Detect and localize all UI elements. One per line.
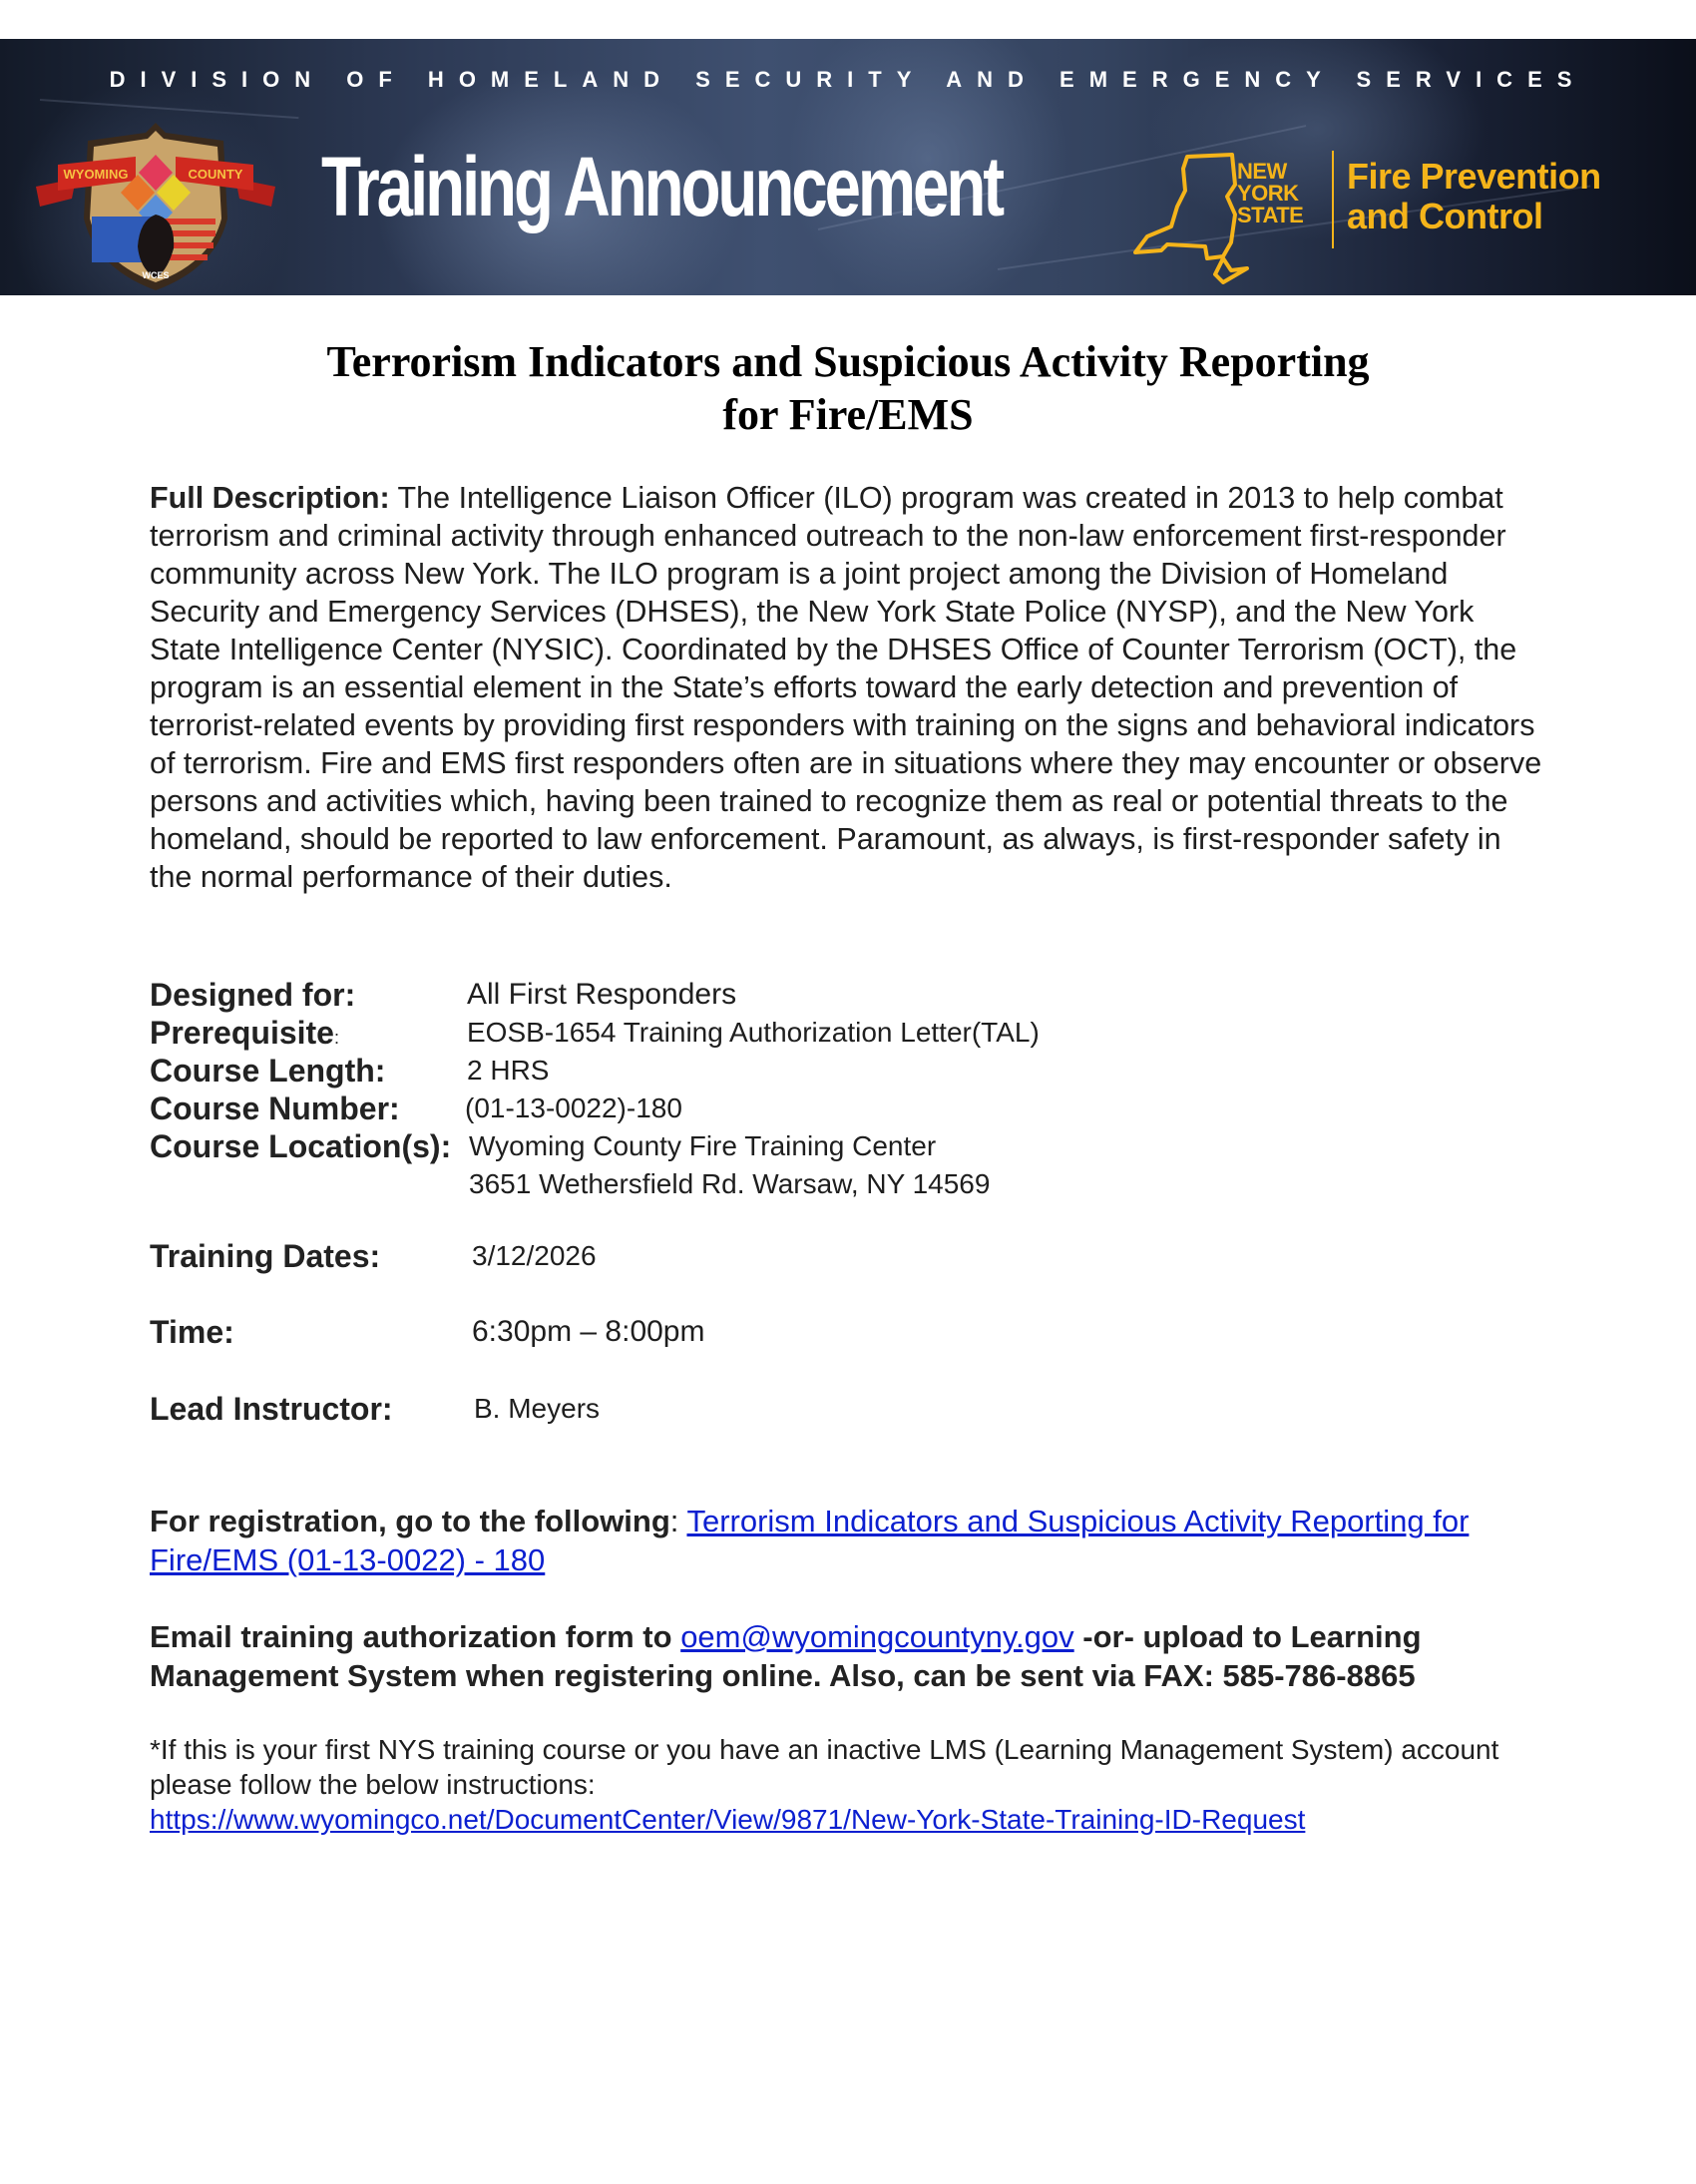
- registration-colon: :: [669, 1504, 687, 1538]
- nys-wordmark: [1237, 161, 1303, 226]
- field-label: Lead Instructor:: [150, 1391, 393, 1427]
- field-value: (01-13-0022)-180: [465, 1092, 682, 1123]
- nys-wordmark-line: STATE: [1237, 203, 1304, 227]
- training-id-request-link[interactable]: https://www.wyomingco.net/DocumentCenter/View/9871/New-York-State-Training-ID-Request: [150, 1804, 1306, 1835]
- field-value: EOSB-1654 Training Authorization Letter(TAL): [467, 1017, 1040, 1048]
- field-value: 3651 Wethersfield Rd. Warsaw, NY 14569: [469, 1168, 991, 1199]
- field-value: All First Responders: [467, 978, 737, 1011]
- email-instructions: [150, 1617, 1546, 1695]
- email-prefix: Email training authorization form to: [150, 1619, 681, 1654]
- nys-wordmark-line: YORK: [1237, 181, 1299, 206]
- registration-link[interactable]: Terrorism Indicators and Suspicious Activity Reporting for Fire/EMS (01-13-0022) - 180: [150, 1504, 1470, 1577]
- ribbon-left-text: WYOMING: [63, 167, 129, 182]
- field-label-colon: :: [333, 1028, 339, 1048]
- wces-monogram: WCES: [142, 270, 170, 280]
- banner-texture: [40, 99, 299, 119]
- field-label: Course Number:: [150, 1091, 400, 1126]
- office-name-line: Fire Prevention: [1347, 156, 1601, 197]
- wyoming-county-logo: [36, 119, 275, 293]
- field-label: Training Dates:: [150, 1238, 381, 1274]
- field-value: 2 HRS: [467, 1055, 550, 1086]
- field-label: Time:: [150, 1314, 234, 1350]
- field-label: [150, 1014, 339, 1057]
- logo-divider: [1332, 151, 1334, 248]
- registration-label: For registration, go to the following: [150, 1504, 670, 1538]
- agency-name: DIVISION OF HOMELAND SECURITY AND EMERGENCY SERVICES: [109, 67, 1587, 92]
- field-label: Course Length:: [150, 1053, 386, 1089]
- lms-note-text: *If this is your first NYS training course or you have an inactive LMS (Learning Management System) account please follow the below instructions:: [150, 1734, 1499, 1800]
- office-name: [1347, 157, 1601, 236]
- banner-title: Training Announcement: [321, 140, 1002, 233]
- field-label: Course Location(s):: [150, 1128, 452, 1164]
- email-link[interactable]: oem@wyomingcountyny.gov: [680, 1619, 1074, 1654]
- nys-wordmark-line: NEW: [1237, 159, 1287, 184]
- course-title-line: Terrorism Indicators and Suspicious Activity Reporting: [326, 337, 1370, 386]
- header-banner: [0, 39, 1696, 295]
- email-suffix: -or- upload to Learning Management System when registering online. Also, can be sent via FAX: 585-786-8865: [150, 1619, 1422, 1693]
- registration-section: [150, 1502, 1546, 1579]
- description-text: The Intelligence Liaison Officer (ILO) program was created in 2013 to help combat terrorism and criminal activity through enhanced outreach to the non-law enforcement first-responder community across New York. The ILO program is a joint project among the Division of Homeland Security and Emergency Services (DHSES), the New York State Police (NYSP), and the New York State Intelligence Center (NYSIC). Coordinated by the DHSES Office of Counter Terrorism (OCT), the program is an essential element in the State’s efforts toward the early detection and prevention of terrorist-related events by providing first responders with training on the signs and behavioral indicators of terrorism. Fire and EMS first responders often are in situations where they may encounter or observe persons and activities which, having been trained to recognize them as real or potential threats to the homeland, should be reported to law enforcement. Paramount, as always, is first-responder safety in the normal performance of their duties.: [150, 481, 1542, 894]
- lms-note: [150, 1732, 1546, 1837]
- field-value: 6:30pm – 8:00pm: [472, 1315, 705, 1348]
- field-value: 3/12/2026: [472, 1240, 597, 1271]
- field-label-text: Prerequisite: [150, 1015, 334, 1051]
- ribbon-right-text: COUNTY: [188, 167, 243, 182]
- field-value: B. Meyers: [474, 1393, 601, 1424]
- field-label: Designed for:: [150, 977, 356, 1013]
- course-title: [0, 335, 1696, 441]
- full-description: [150, 479, 1546, 896]
- course-title-line: for Fire/EMS: [722, 390, 974, 439]
- field-value: Wyoming County Fire Training Center: [469, 1130, 937, 1161]
- office-name-line: and Control: [1347, 196, 1543, 236]
- description-label: Full Description:: [150, 481, 390, 515]
